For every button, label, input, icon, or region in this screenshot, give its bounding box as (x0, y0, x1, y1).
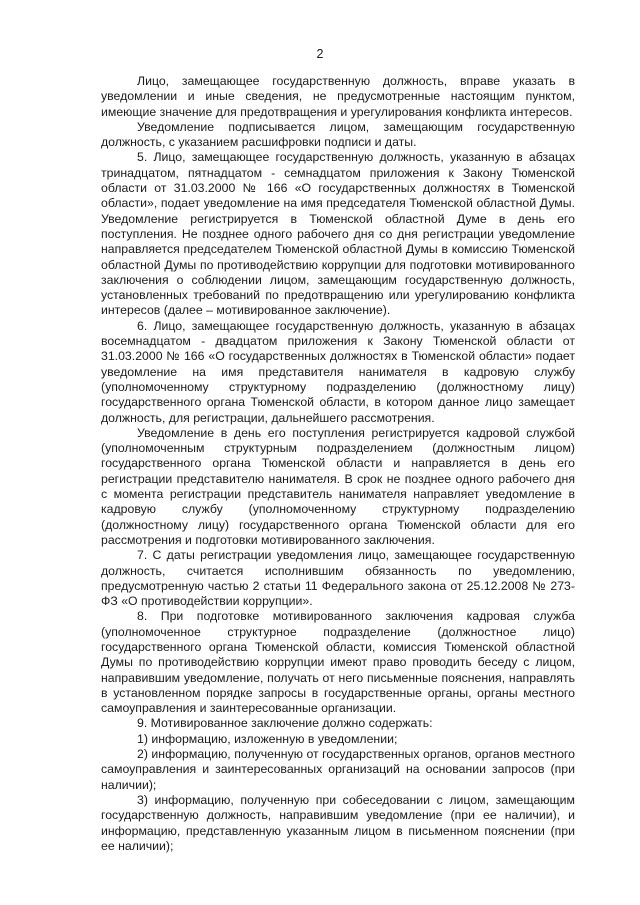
paragraph-item-5: 5. Лицо, замещающее государственную должность, указанную в абзацах тринадцатом, пятнадцатом - семнадцатом приложения к Закону Тюменской области от 31.03.2000 № 166 «О государственных должностях в Тюменской области», подает уведомление на имя председателя Тюменской областной Думы. Уведомление регистрируется в Тюменской областной Думе в день его поступления. Не позднее одного рабочего дня со дня регистрации уведомление направляется председателем Тюменской областной Думы в комиссию Тюменской областной Думы по противодействию коррупции для подготовки мотивированного заключения о соблюдении лицом, замещающим государственную должность, установленных требований по предотвращению или урегулированию конфликта интересов (далее – мотивированное заключение). (101, 150, 575, 318)
paragraph-item-6: 6. Лицо, замещающее государственную должность, указанную в абзацах восемнадцатом - двадцатом приложения к Закону Тюменской области от 31.03.2000 № 166 «О государственных должностях в Тюменской области» подает уведомление на имя представителя нанимателя в кадровую службу (уполномоченному структурному подразделению (должностному лицу) государственного органа Тюменской области, в котором данное лицо замещает должность, для регистрации, дальнейшего рассмотрения. (101, 318, 575, 425)
list-item-2: 2) информацию, полученную от государственных органов, органов местного самоуправления и заинтересованных организаций на основании запросов (при наличии); (101, 747, 575, 792)
paragraph-item-9: 9. Мотивированное заключение должно содержать: (137, 716, 433, 731)
list-item-3: 3) информацию, полученную при собеседовании с лицом, замещающим государственную должность, направившим уведомление (при ее наличии), и информацию, представленную указанным лицом в письменном пояснении (при ее наличии); (101, 792, 575, 853)
paragraph-right-to-add-info: Лицо, замещающее государственную должность, вправе указать в уведомлении и иные сведения, не предусмотренные настоящим пунктом, имеющие значение для предотвращения и урегулирования конфликта интересов. (101, 74, 575, 119)
paragraph-item-8: 8. При подготовке мотивированного заключения кадровая служба (уполномоченное структурное подразделение (должностное лицо) государственного органа Тюменской области, комиссия Тюменской областной Думы по противодействию коррупции имеют право проводить беседу с лицом, направившим уведомление, получать от него письменные пояснения, направлять в установленном порядке запросы в государственные органы, органы местного самоуправления и заинтересованные организации. (101, 609, 575, 716)
document-body (101, 74, 575, 854)
list-item-1: 1) информацию, изложенную в уведомлении; (137, 731, 398, 746)
paragraph-signature: Уведомление подписывается лицом, замещающим государственную должность, с указанием расшифровки подписи и даты. (101, 119, 575, 150)
paragraph-item-7: 7. С даты регистрации уведомления лицо, замещающее государственную должность, считается исполнившим обязанность по уведомлению, предусмотренную частью 2 статьи 11 Федерального закона от 25.12.2008 № 273-ФЗ «О противодействии коррупции». (101, 548, 575, 609)
paragraph-registration: Уведомление в день его поступления регистрируется кадровой службой (уполномоченным структурным подразделением (должностным лицом) государственного органа Тюменской области и направляется в день его регистрации представителю нанимателя. В срок не позднее одного рабочего дня с момента регистрации представитель нанимателя направляет уведомление в кадровую службу (уполномоченному структурному подразделению (должностному лицу) государственного органа Тюменской области для его рассмотрения и подготовки мотивированного заключения. (101, 425, 575, 547)
page-number: 2 (316, 47, 324, 61)
